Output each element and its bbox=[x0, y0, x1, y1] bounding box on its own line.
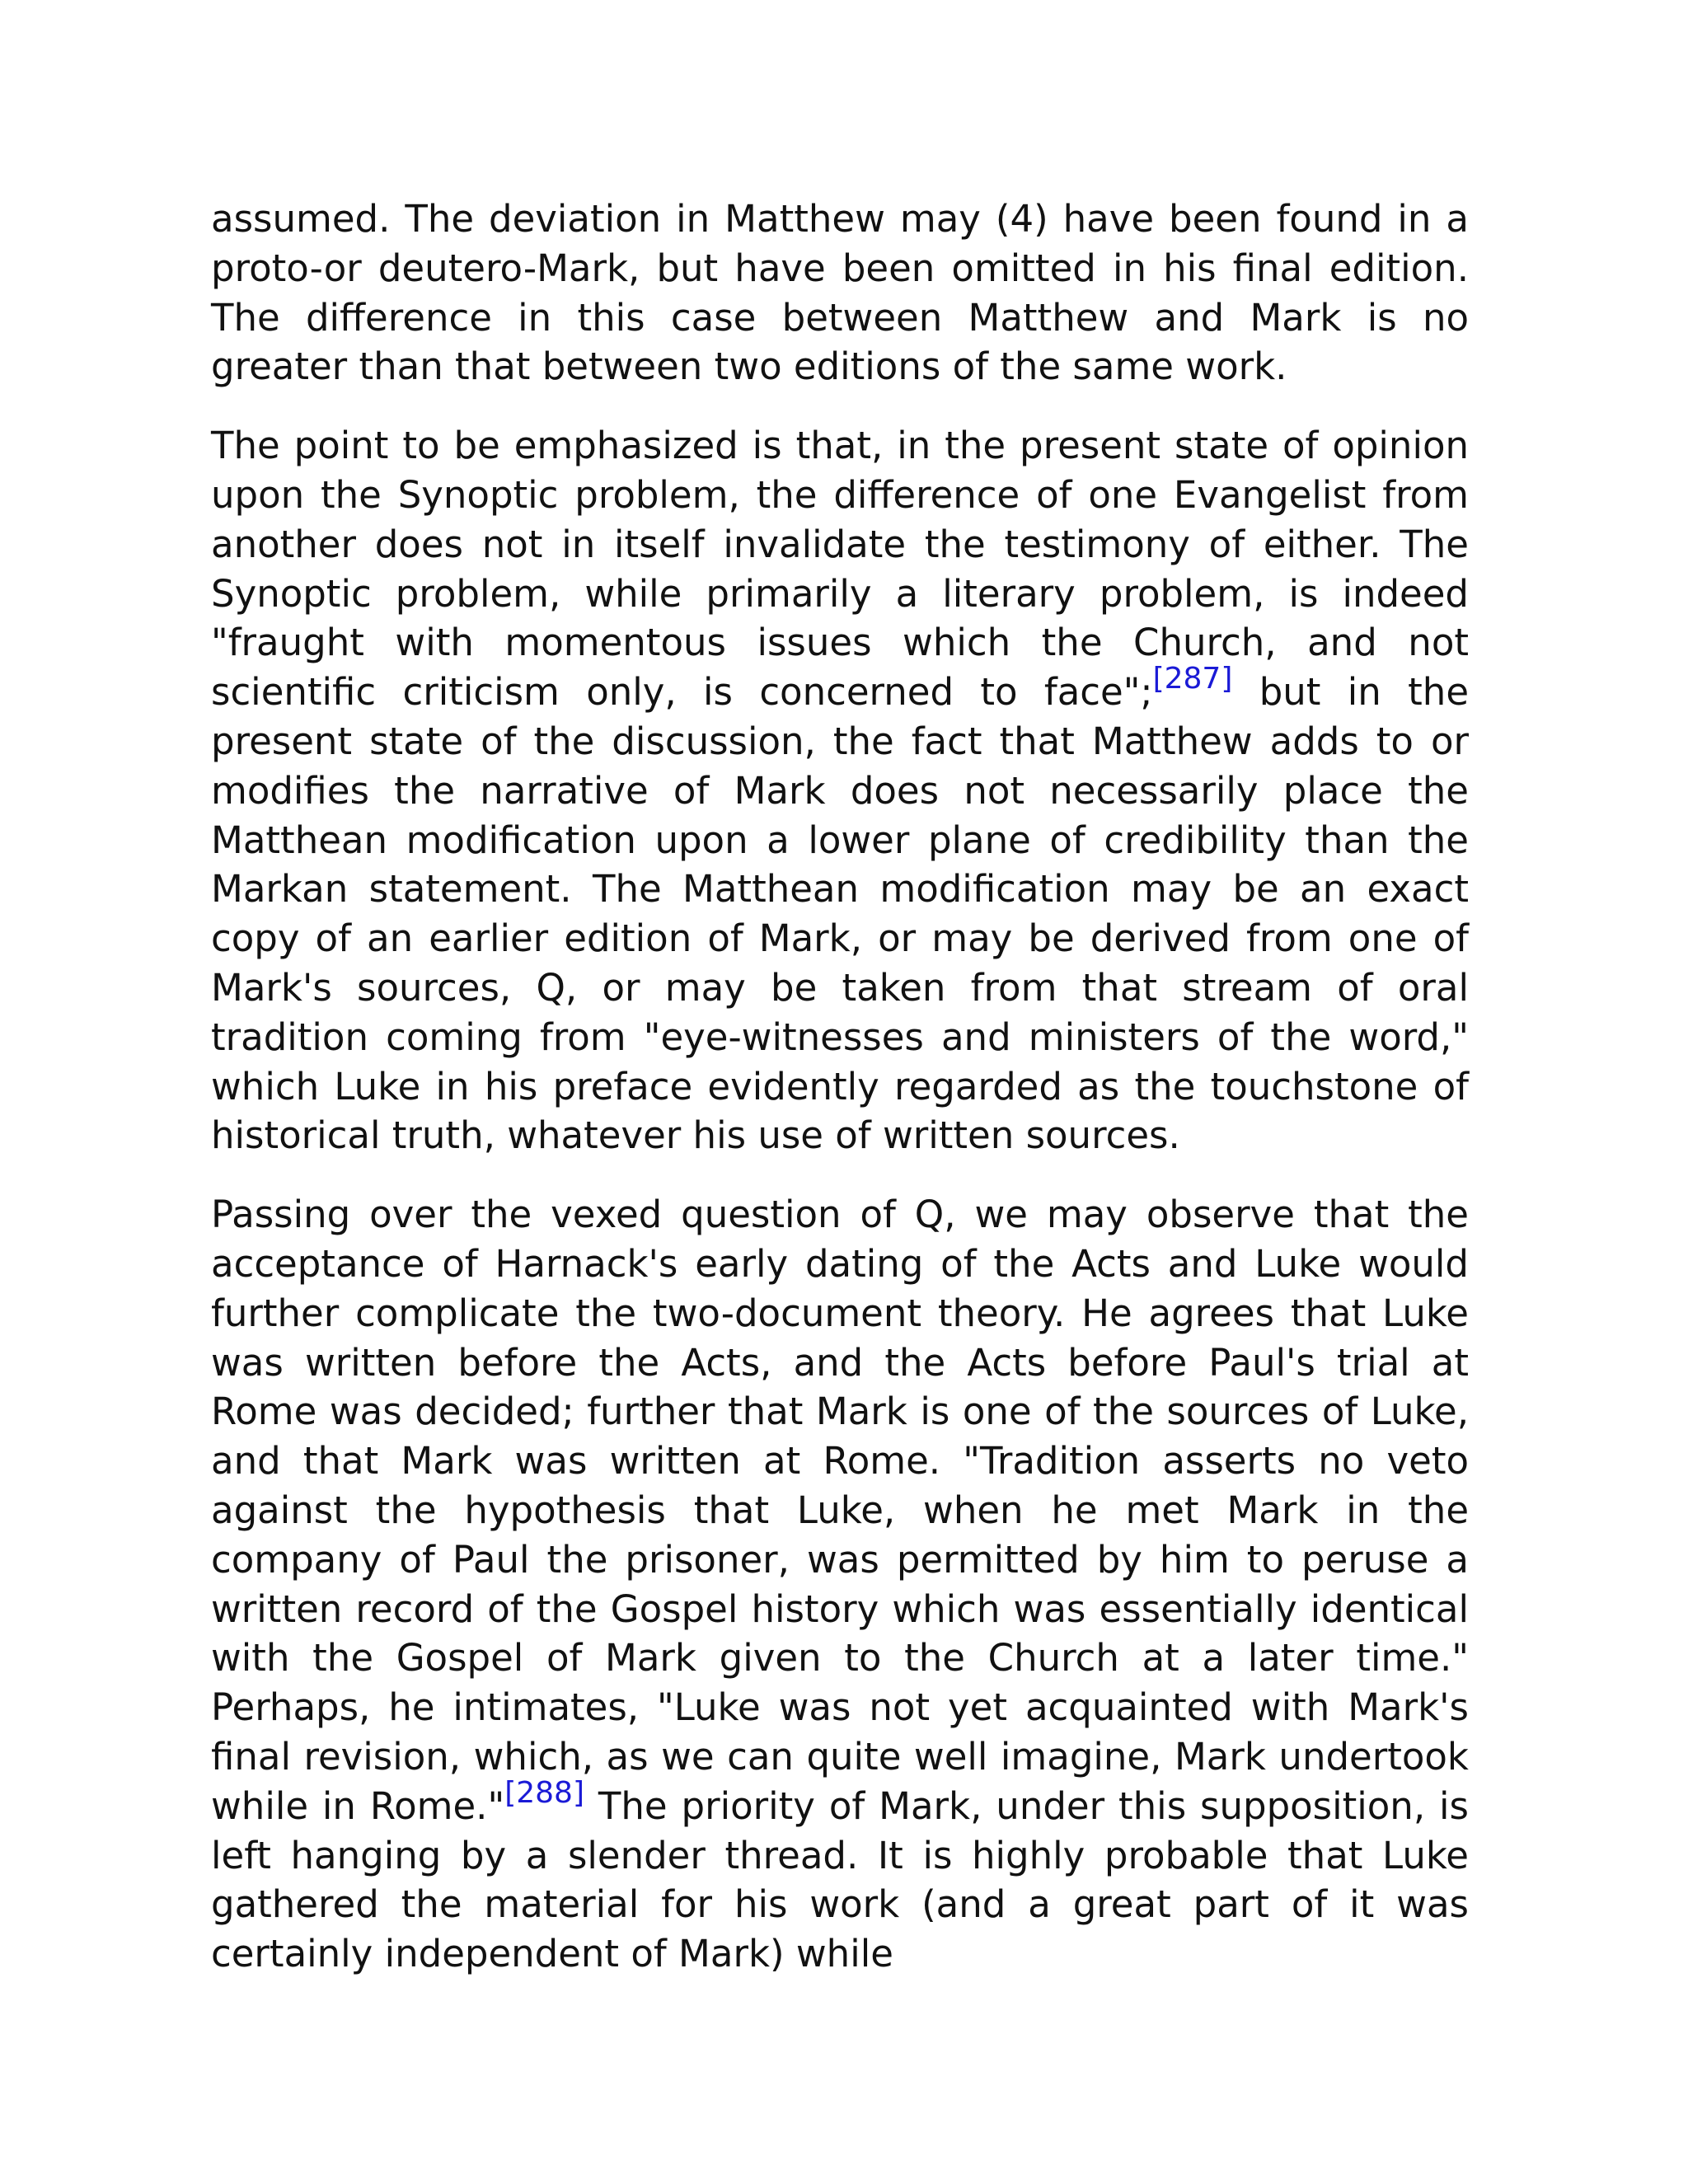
paragraph-text: but in the present state of the discussion, the fact that Matthew adds to or modifies the narrative of Mark does not necessarily place the Matthean modification upon a lower plane of credibility than the Markan statement. The Matthean modification may be an exact copy of an earlier edition of Mark, or may be derived from one of Mark's sources, Q, or may be taken from that stream of oral tradition coming from "eye-witnesses and ministers of the word," which Luke in his preface evidently regarded as the touchstone of historical truth, whatever his use of written sources. bbox=[211, 670, 1469, 1158]
paragraph-text: The point to be emphasized is that, in the present state of opinion upon the Synoptic problem, the difference of one Evangelist from another does not in itself invalidate the testimony of either. The Synoptic problem, while primarily a literary problem, is indeed "fraught with momentous issues which the Church, and not scientific criticism only, is concerned to face"; bbox=[211, 424, 1469, 715]
footnote-link-287[interactable]: [287] bbox=[1152, 662, 1233, 696]
paragraph-1 bbox=[211, 194, 1469, 391]
paragraph-3 bbox=[211, 1190, 1469, 1979]
footnote-link-288[interactable]: [288] bbox=[504, 1775, 584, 1810]
paragraph-text: Passing over the vexed question of Q, we may observe that the acceptance of Harnack's early dating of the Acts and Luke would further complicate the two-document theory. He agrees that Luke was written before the Acts, and the Acts before Paul's trial at Rome was decided; further that Mark is one of the sources of Luke, and that Mark was written at Rome. "Tradition asserts no veto against the hypothesis that Luke, when he met Mark in the company of Paul the prisoner, was permitted by him to peruse a written record of the Gospel history which was essentially identical with the Gospel of Mark given to the Church at a later time." Perhaps, he intimates, "Luke was not yet acquainted with Mark's final revision, which, as we can quite well imagine, Mark undertook while in Rome." bbox=[211, 1193, 1469, 1828]
paragraph-text: The priority of Mark, under this supposition, is left hanging by a slender thread. It is highly probable that Luke gathered the material for his work (and a great part of it was certainly independent of Mark) while bbox=[211, 1783, 1469, 1976]
paragraph-2 bbox=[211, 421, 1469, 1160]
document-page bbox=[211, 194, 1469, 2008]
paragraph-text: assumed. The deviation in Matthew may (4) have been found in a proto-or deutero-Mark, but have been omitted in his final edition. The difference in this case between Matthew and Mark is no greater than that between two editions of the same work. bbox=[211, 197, 1469, 389]
